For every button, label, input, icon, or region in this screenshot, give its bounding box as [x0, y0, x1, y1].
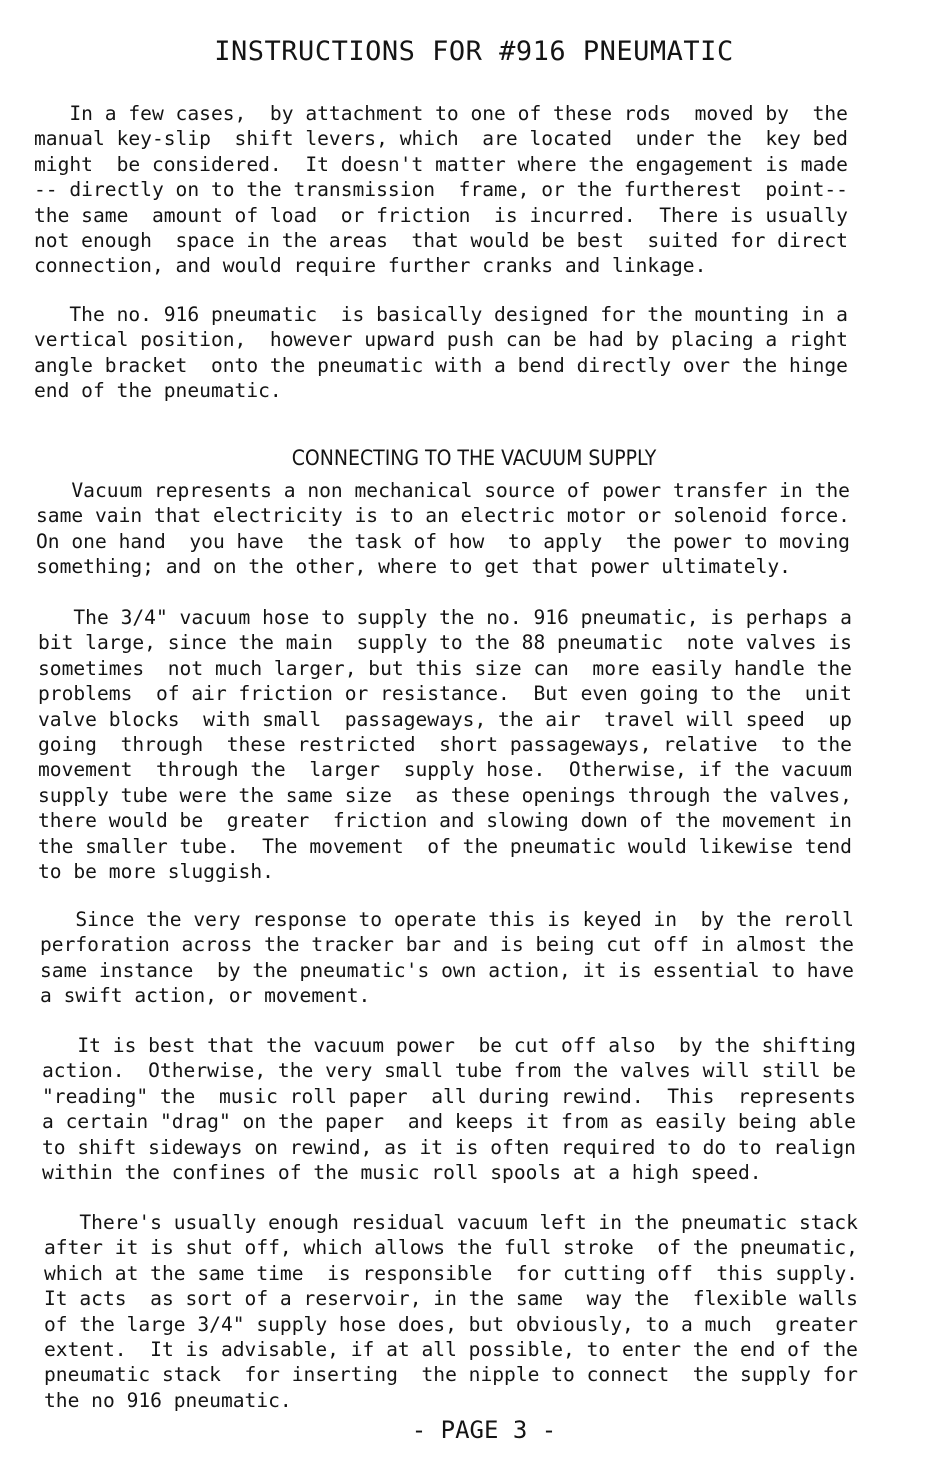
text-line: The no. 916 pneumatic is basically designed for the mounting in a — [34, 303, 848, 326]
text-line: Since the very response to operate this is keyed in by the reroll — [40, 908, 854, 931]
text-line: bit large, since the main supply to the 88 pneumatic note valves is — [38, 631, 852, 655]
text-line: On one hand you have the task of how to apply the power to moving — [36, 529, 850, 553]
text-line: -- directly on to the transmission frame, or the furtherest point-- — [34, 178, 848, 202]
page-number: - PAGE 3 - — [411, 1416, 557, 1444]
text-line: problems of air friction or resistance. But even going to the unit — [38, 682, 852, 706]
text-line: valve blocks with small passageways, the air travel will speed up — [38, 707, 852, 731]
text-line: connection, and would require further cranks and linkage. — [34, 254, 707, 278]
text-line: It acts as sort of a reservoir, in the same way the flexible walls — [44, 1287, 858, 1311]
text-line: same vain that electricity is to an electric motor or solenoid force. — [36, 504, 850, 528]
text-line: end of the pneumatic. — [34, 379, 282, 403]
paragraph-7 — [44, 1210, 858, 1413]
text-line: pneumatic stack for inserting the nipple to connect the supply for — [44, 1363, 858, 1387]
text-line: might be considered. It doesn't matter where the engagement is made — [34, 152, 848, 176]
paragraph-2 — [34, 302, 848, 404]
text-line: a swift action, or movement. — [40, 984, 371, 1008]
text-line: there would be greater friction and slowing down of the movement in — [38, 809, 852, 833]
paragraph-4 — [38, 605, 852, 884]
text-line: the no 916 pneumatic. — [44, 1388, 292, 1412]
text-line: of the large 3/4" supply hose does, but obviously, to a much greater — [44, 1312, 858, 1336]
text-line: The 3/4" vacuum hose to supply the no. 916 pneumatic, is perhaps a — [38, 606, 852, 629]
text-line: extent. It is advisable, if at all possible, to enter the end of the — [44, 1338, 858, 1362]
text-line: sometimes not much larger, but this size can more easily handle the — [38, 656, 852, 680]
text-line: angle bracket onto the pneumatic with a bend directly over the hinge — [34, 353, 848, 377]
text-line: movement through the larger supply hose. Otherwise, if the vacuum — [38, 758, 852, 782]
text-line: supply tube were the same size as these openings through the valves, — [38, 783, 852, 807]
text-line: action. Otherwise, the very small tube from the valves will still be — [42, 1059, 856, 1083]
text-line: going through these restricted short passageways, relative to the — [38, 733, 852, 757]
section-heading: CONNECTING TO THE VACUUM SUPPLY — [291, 446, 657, 470]
text-line: manual key-slip shift levers, which are located under the key bed — [34, 127, 848, 151]
text-line: to shift sideways on rewind, as it is often required to do to realign — [42, 1135, 856, 1159]
paragraph-1 — [34, 101, 848, 279]
text-line: vertical position, however upward push can be had by placing a right — [34, 328, 848, 352]
text-line: a certain "drag" on the paper and keeps it from as easily being able — [42, 1110, 856, 1134]
text-line: which at the same time is responsible for cutting off this supply. — [44, 1261, 858, 1285]
text-line: perforation across the tracker bar and is being cut off in almost the — [40, 933, 854, 957]
paragraph-6 — [42, 1033, 856, 1185]
text-line: not enough space in the areas that would be best suited for direct — [34, 229, 848, 253]
text-line: after it is shut off, which allows the full stroke of the pneumatic, — [44, 1236, 858, 1260]
text-line: within the confines of the music roll spools at a high speed. — [42, 1161, 762, 1185]
text-line: same instance by the pneumatic's own action, it is essential to have — [40, 958, 854, 982]
text-line: "reading" the music roll paper all during rewind. This represents — [42, 1084, 856, 1108]
text-line: In a few cases, by attachment to one of these rods moved by the — [34, 102, 848, 125]
text-line: something; and on the other, where to get that power ultimately. — [36, 555, 791, 579]
paragraph-3 — [36, 478, 850, 580]
text-line: There's usually enough residual vacuum left in the pneumatic stack — [44, 1211, 858, 1234]
text-line: to be more sluggish. — [38, 860, 274, 884]
text-line: Vacuum represents a non mechanical source of power transfer in the — [36, 479, 850, 502]
page-title: INSTRUCTIONS FOR #916 PNEUMATIC — [214, 36, 734, 67]
text-line: the smaller tube. The movement of the pneumatic would likewise tend — [38, 834, 852, 858]
text-line: the same amount of load or friction is incurred. There is usually — [34, 203, 848, 227]
text-line: It is best that the vacuum power be cut off also by the shifting — [42, 1034, 856, 1057]
paragraph-5 — [40, 907, 854, 1009]
